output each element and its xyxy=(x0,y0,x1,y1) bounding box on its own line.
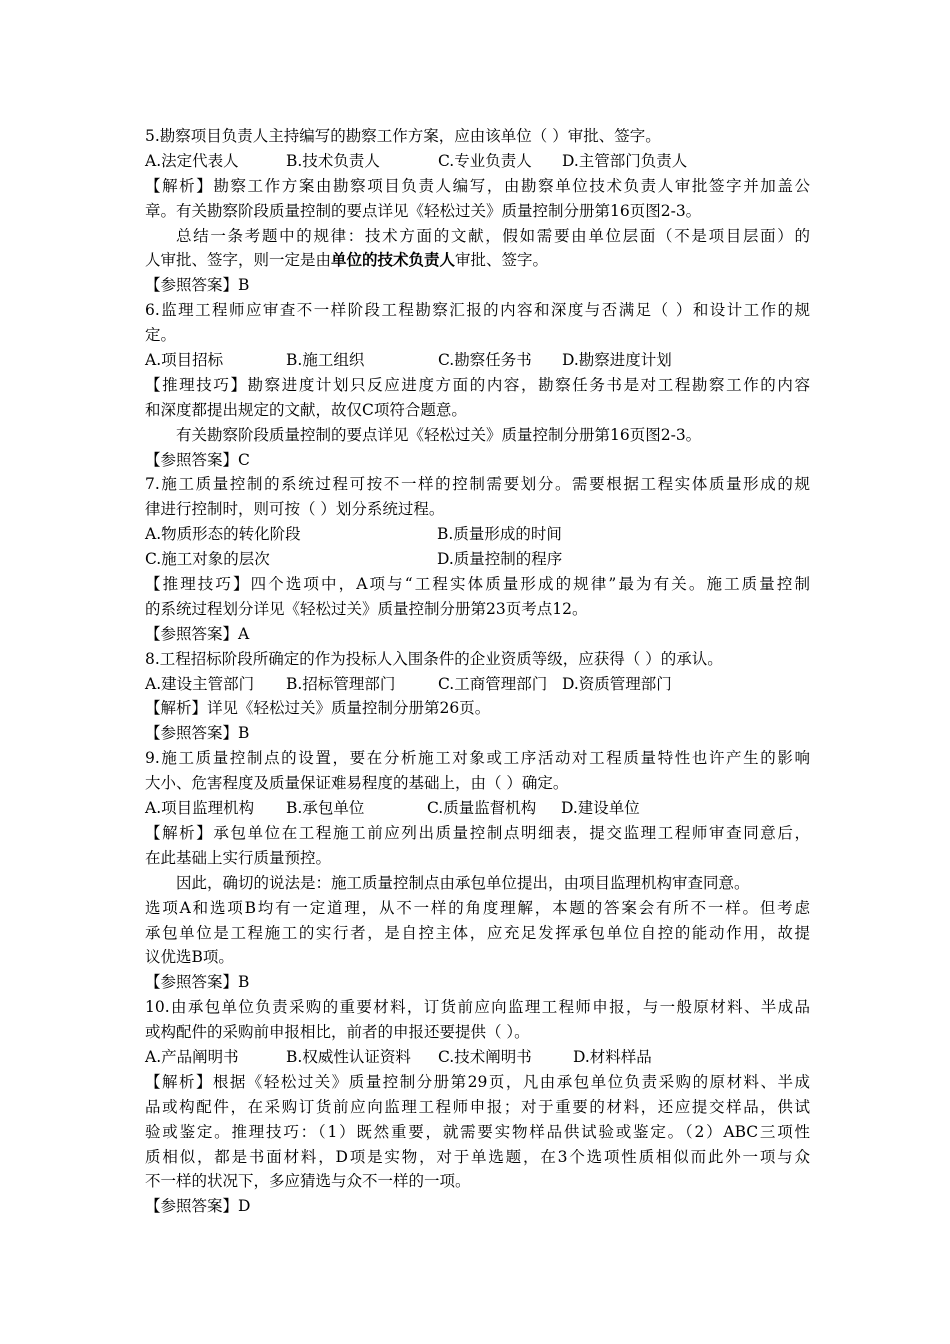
q6-answer: 【参照答案】C xyxy=(145,450,250,469)
q8-option-b: B.招标管理部门 xyxy=(286,674,396,693)
q7-stem: 7.施工质量控制的系统过程可按不一样的控制需要划分。需要根据工程实体质量形成的规 xyxy=(145,475,810,494)
q10-explanation-line: 不一样的状况下，多应猜选与众不一样的一项。 xyxy=(145,1172,471,1191)
q9-paragraph-line: 议优选B项。 xyxy=(145,948,234,967)
q7-option-c: C.施工对象的层次 xyxy=(145,550,270,569)
q8-options xyxy=(145,672,810,697)
q8-answer: 【参照答案】B xyxy=(145,724,250,743)
q10-option-a: A.产品阐明书 xyxy=(145,1047,239,1066)
q5-summary-line: 总结一条考题中的规律：技术方面的文献，假如需要由单位层面（不是项目层面）的 xyxy=(176,226,810,245)
q5-summary-line xyxy=(145,248,810,273)
q7-option-a: A.物质形态的转化阶段 xyxy=(145,525,301,544)
q5-option-d: D.主管部门负责人 xyxy=(562,151,688,170)
q6-explanation-line: 和深度都提出规定的文献，故仅C项符合题意。 xyxy=(145,400,467,419)
q10-option-d: D.材料样品 xyxy=(573,1047,652,1066)
q6-option-d: D.勘察进度计划 xyxy=(562,351,672,370)
q5-summary-text: 人审批、签字，则一定是由 xyxy=(145,251,332,270)
q5-stem: 5.勘察项目负责人主持编写的勘察工作方案，应由该单位（ ）审批、签字。 xyxy=(145,127,661,145)
q5-option-b: B.技术负责人 xyxy=(286,151,380,170)
q10-explanation-line: 质相似，都是书面材料，D项是实物，对于单选题，在3个选项性质相似而此外一项与众 xyxy=(145,1147,810,1166)
q5-summary-emphasis: 单位的技术负责人 xyxy=(331,250,456,270)
q7-answer: 【参照答案】A xyxy=(145,624,250,643)
q8-option-a: A.建设主管部门 xyxy=(145,674,255,693)
q9-option-b: B.承包单位 xyxy=(286,799,365,818)
q5-option-a: A.法定代表人 xyxy=(145,151,239,170)
q10-options xyxy=(145,1045,810,1070)
q5-options xyxy=(145,149,810,174)
q8-option-d: D.资质管理部门 xyxy=(562,674,672,693)
q5-option-c: C.专业负责人 xyxy=(438,151,532,170)
q6-explanation-line: 【推理技巧】勘察进度计划只反应进度方面的内容，勘察任务书是对工程勘察工作的内容 xyxy=(145,375,810,394)
q9-stem: 大小、危害程度及质量保证难易程度的基础上，由（ ）确定。 xyxy=(145,774,569,793)
q9-paragraph-line: 选项A和选项B均有一定道理，从不一样的角度理解，本题的答案会有所不一样。但考虑 xyxy=(145,898,810,917)
q10-explanation-line: 品或构配件，在采购订货前应向监理工程师申报；对于重要的材料，还应提交样品，供试 xyxy=(145,1097,810,1116)
q10-explanation-line: 【解析】根据《轻松过关》质量控制分册第29页，凡由承包单位负责采购的原材料、半成 xyxy=(145,1072,810,1091)
q9-option-d: D.建设单位 xyxy=(561,799,640,818)
q9-answer: 【参照答案】B xyxy=(145,973,250,992)
q7-option-d: D.质量控制的程序 xyxy=(437,550,563,569)
q10-option-b: B.权威性认证资料 xyxy=(286,1047,411,1066)
q9-option-a: A.项目监理机构 xyxy=(145,799,255,818)
q8-option-c: C.工商管理部门 xyxy=(438,674,548,693)
q5-summary-text: 审批、签字。 xyxy=(455,251,549,270)
document-page xyxy=(145,124,810,1219)
q9-stem: 9.施工质量控制点的设置，要在分析施工对象或工序活动对工程质量特性也许产生的影响 xyxy=(145,749,810,768)
q7-explanation-line: 【推理技巧】四个选项中，A项与“工程实体质量形成的规律”最为有关。施工质量控制 xyxy=(145,575,810,594)
q9-paragraph-line: 因此，确切的说法是：施工质量控制点由承包单位提出，由项目监理机构审查同意。 xyxy=(176,873,750,892)
q9-options xyxy=(145,796,810,821)
q10-explanation-line: 验或鉴定。推理技巧：（1）既然重要，就需要实物样品供试验或鉴定。（2）ABC三项性 xyxy=(145,1122,810,1141)
q6-stem: 6.监理工程师应审查不一样阶段工程勘察汇报的内容和深度与否满足（ ）和设计工作的规 xyxy=(145,301,810,320)
q6-options xyxy=(145,348,810,373)
q7-explanation-line: 的系统过程划分详见《轻松过关》质量控制分册第23页考点12。 xyxy=(145,599,588,618)
q8-explanation: 【解析】详见《轻松过关》质量控制分册第26页。 xyxy=(145,699,491,718)
q7-options-row xyxy=(145,522,810,547)
q10-stem: 或构配件的采购前申报相比，前者的申报还要提供（ ）。 xyxy=(145,1023,530,1042)
q6-explanation-line: 有关勘察阶段质量控制的要点详见《轻松过关》质量控制分册第16页图2-3。 xyxy=(176,425,702,444)
q9-paragraph-line: 承包单位是工程施工的实行者，是自控主体，应充足发挥承包单位自控的能动作用，故提 xyxy=(145,923,810,942)
q8-stem: 8.工程招标阶段所确定的作为投标人入围条件的企业资质等级，应获得（ ）的承认。 xyxy=(145,649,723,668)
q10-option-c: C.技术阐明书 xyxy=(438,1047,532,1066)
q7-options-row xyxy=(145,547,810,572)
q10-answer: 【参照答案】D xyxy=(145,1197,251,1216)
q5-explanation-line: 【解析】勘察工作方案由勘察项目负责人编写，由勘察单位技术负责人审批签字并加盖公 xyxy=(145,176,810,195)
q6-option-c: C.勘察任务书 xyxy=(438,351,532,370)
q9-explanation-line: 【解析】承包单位在工程施工前应列出质量控制点明细表，提交监理工程师审查同意后， xyxy=(145,823,810,842)
q9-explanation-line: 在此基础上实行质量预控。 xyxy=(145,848,332,867)
q9-option-c: C.质量监督机构 xyxy=(427,799,537,818)
q6-option-b: B.施工组织 xyxy=(286,351,365,370)
q5-answer: 【参照答案】B xyxy=(145,276,250,295)
q5-explanation-line: 章。有关勘察阶段质量控制的要点详见《轻松过关》质量控制分册第16页图2-3。 xyxy=(145,201,702,220)
q10-stem: 10.由承包单位负责采购的重要材料，订货前应向监理工程师申报，与一般原材料、半成品 xyxy=(145,998,810,1017)
q6-option-a: A.项目招标 xyxy=(145,351,224,370)
q7-stem: 律进行控制时，则可按（ ）划分系统过程。 xyxy=(145,500,445,519)
q7-option-b: B.质量形成的时间 xyxy=(437,525,562,544)
q6-stem: 定。 xyxy=(145,326,177,345)
